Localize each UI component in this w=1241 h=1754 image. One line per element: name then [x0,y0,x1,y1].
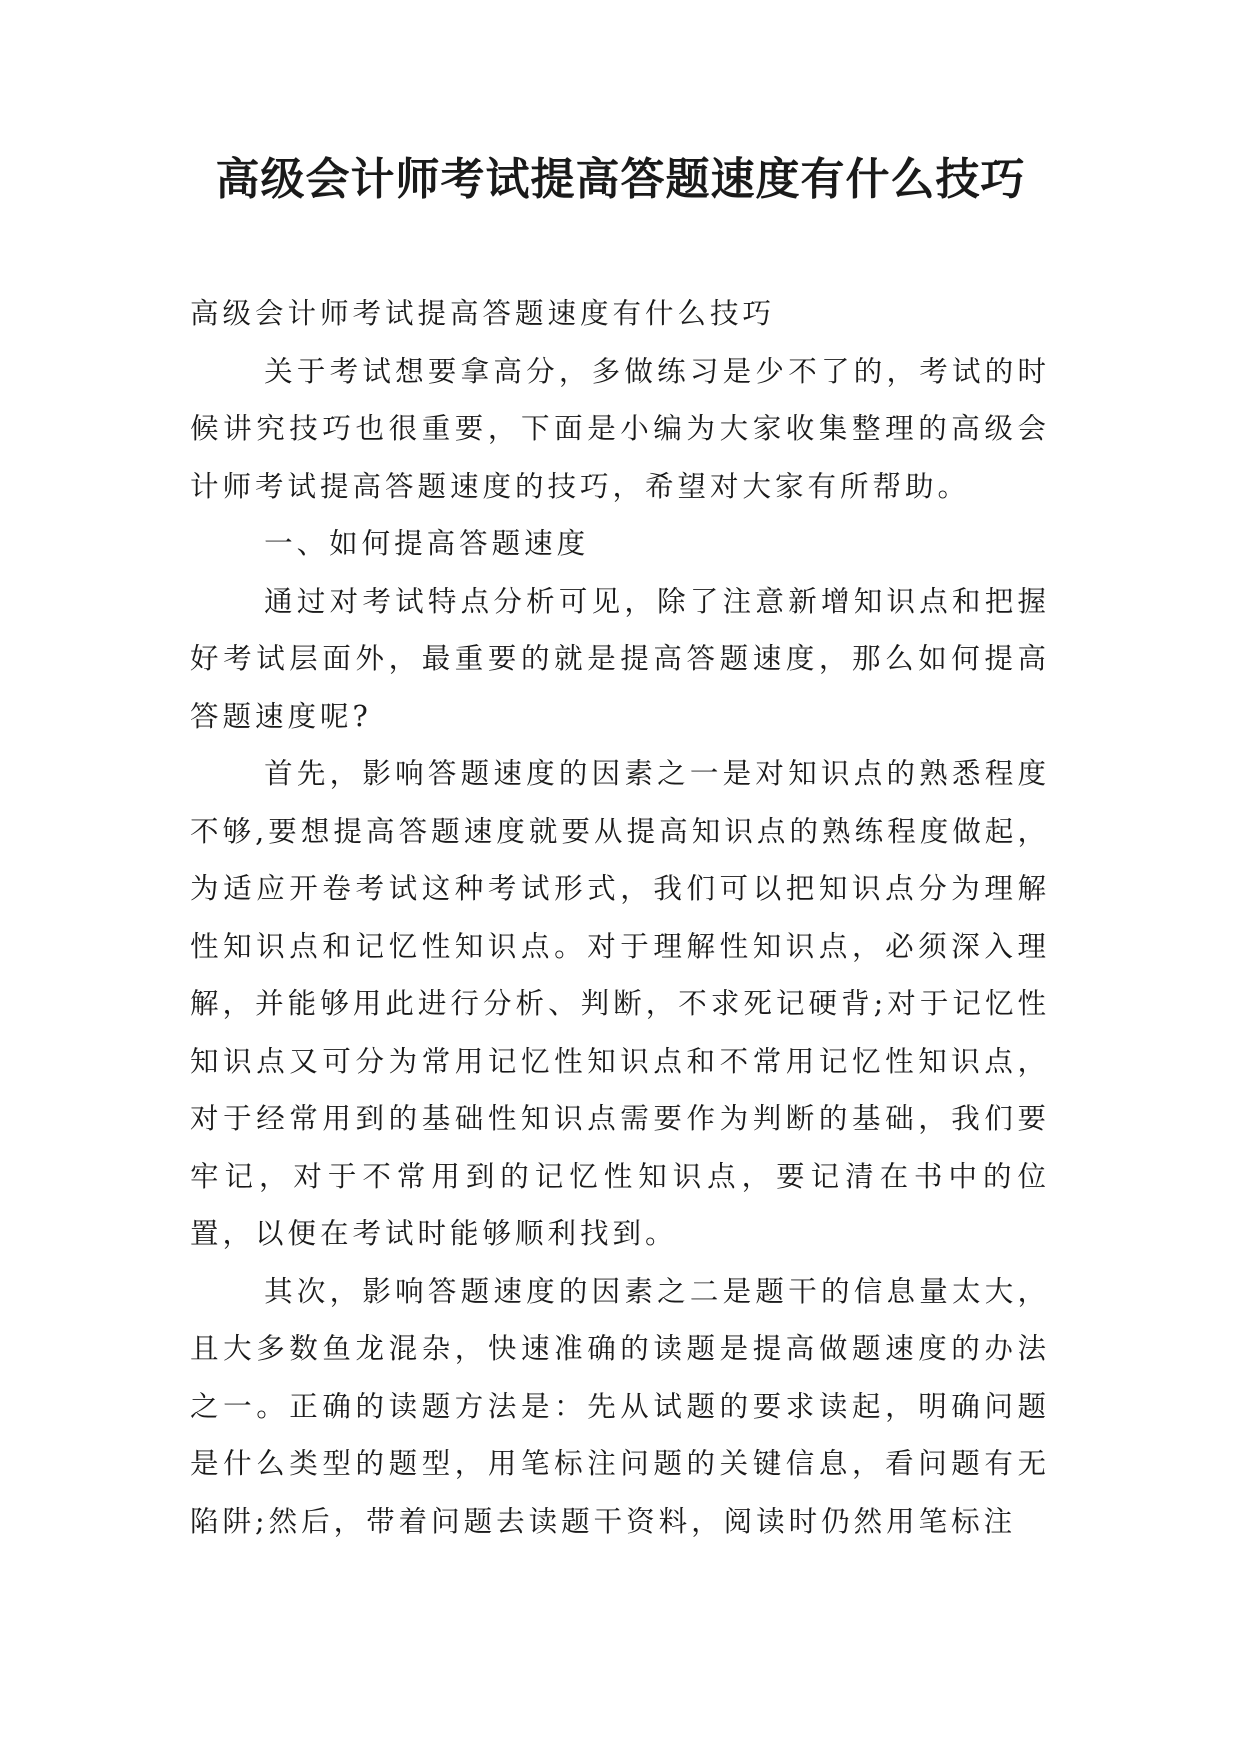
paragraph-subtitle: 高级会计师考试提高答题速度有什么技巧 [190,297,776,330]
paragraph-intro: 关于考试想要拿高分，多做练习是少不了的，考试的时候讲究技巧也很重要，下面是小编为大家收集整理的高级会计师考试提高答题速度的技巧，希望对大家有所帮助。 [190,354,1050,503]
section-heading: 一、如何提高答题速度 [264,527,590,560]
paragraph-analysis: 通过对考试特点分析可见，除了注意新增知识点和把握好考试层面外，最重要的就是提高答题速度，那么如何提高答题速度呢? [190,584,1050,733]
document-title: 高级会计师考试提高答题速度有什么技巧 [215,154,1026,205]
paragraph-first: 首先，影响答题速度的因素之一是对知识点的熟悉程度不够,要想提高答题速度就要从提高知识点的熟练程度做起，为适应开卷考试这种考试形式，我们可以把知识点分为理解性知识点和记忆性知识点。对于理解性知识点，必须深入理解，并能够用此进行分析、判断，不求死记硬背;对于记忆性知识点又可分为常用记忆性知识点和不常用记忆性知识点，对于经常用到的基础性知识点需要作为判断的基础，我们要牢记，对于不常用到的记忆性知识点，要记清在书中的位置，以便在考试时能够顺利找到。 [190,757,1050,1250]
paragraph-second: 其次，影响答题速度的因素之二是题干的信息量太大，且大多数鱼龙混杂，快速准确的读题是提高做题速度的办法之一。正确的读题方法是：先从试题的要求读起，明确问题是什么类型的题型，用笔标注问题的关键信息，看问题有无陷阱;然后，带着问题去读题干资料，阅读时仍然用笔标注 [190,1274,1050,1538]
document-body [190,285,1050,1550]
